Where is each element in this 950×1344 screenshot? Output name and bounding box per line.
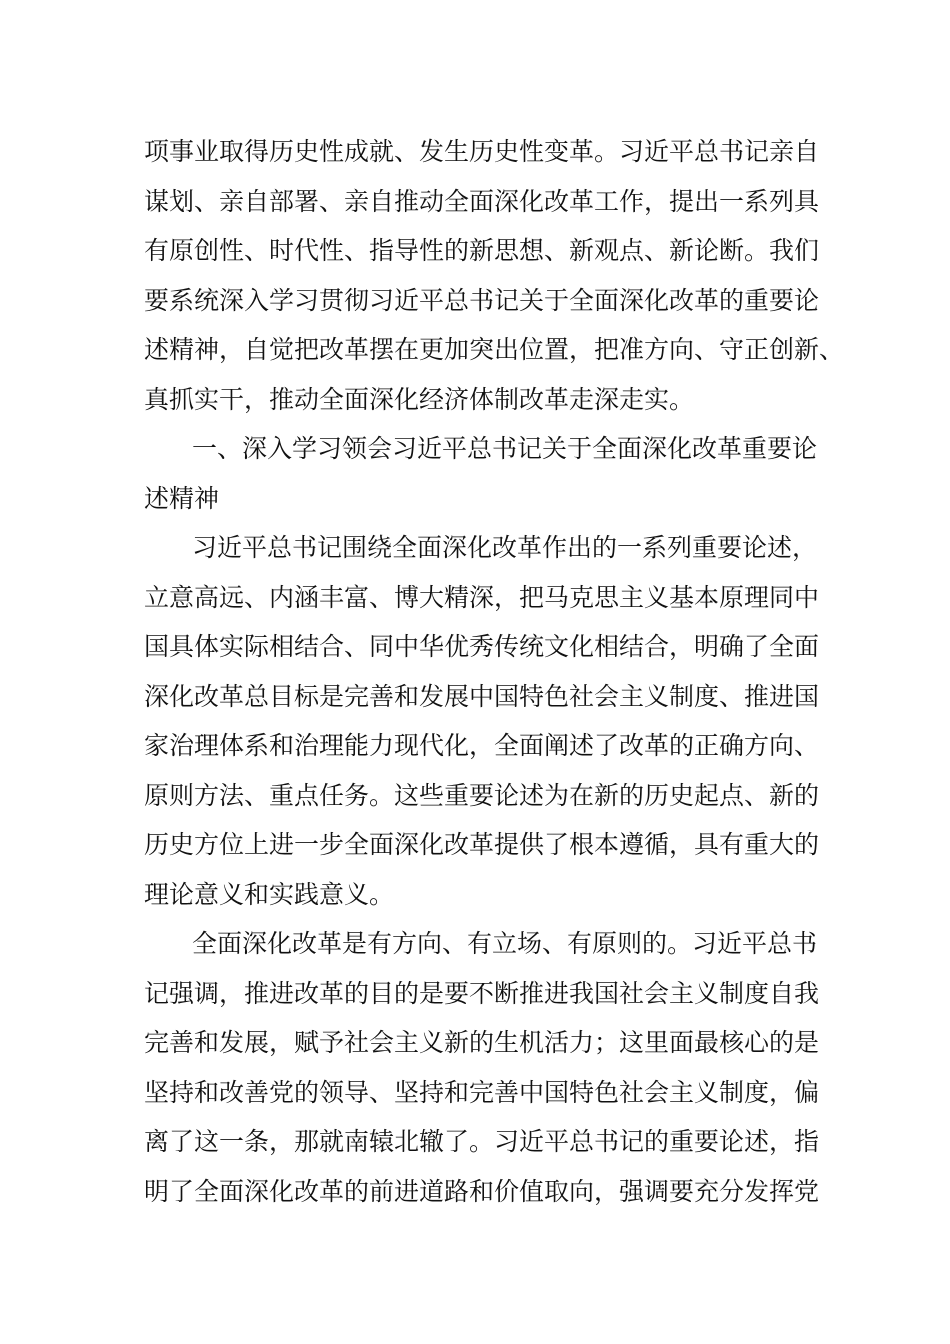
text-line: 项事业取得历史性成就、发生历史性变革。习近平总书记亲自 [144,137,820,166]
text-line: 立意高远、内涵丰富、博大精深，把马克思主义基本原理同中 [144,582,820,612]
section-heading-line: 述精神 [144,483,220,513]
text-line: 真抓实干，推动全面深化经济体制改革走深走实。 [144,384,695,414]
section-heading-line: 一、深入学习领会习近平总书记关于全面深化改革重要论 [192,434,818,463]
text-line: 离了这一条，那就南辕北辙了。习近平总书记的重要论述，指 [144,1127,820,1156]
text-line: 深化改革总目标是完善和发展中国特色社会主义制度、推进国 [144,681,820,711]
text-line: 谋划、亲自部署、亲自推动全面深化改革工作，提出一系列具 [144,186,820,216]
text-line: 原则方法、重点任务。这些重要论述为在新的历史起点、新的 [144,780,820,810]
text-line: 国具体实际相结合、同中华优秀传统文化相结合，明确了全面 [144,632,820,661]
text-line: 要系统深入学习贯彻习近平总书记关于全面深化改革的重要论 [144,285,820,315]
text-line: 完善和发展，赋予社会主义新的生机活力；这里面最核心的是 [144,1028,820,1057]
text-line: 历史方位上进一步全面深化改革提供了根本遵循，具有重大的 [144,830,820,859]
text-line: 记强调，推进改革的目的是要不断推进我国社会主义制度自我 [144,978,820,1008]
text-line: 坚持和改善党的领导、坚持和完善中国特色社会主义制度，偏 [144,1077,820,1107]
text-line: 述精神，自觉把改革摆在更加突出位置，把准方向、守正创新、 [144,335,845,364]
text-line: 家治理体系和治理能力现代化，全面阐述了改革的正确方向、 [144,731,820,760]
text-line: 理论意义和实践意义。 [144,879,395,909]
paragraph-first-line: 全面深化改革是有方向、有立场、有原则的。习近平总书 [192,929,818,958]
text-line: 明了全面深化改革的前进道路和价值取向，强调要充分发挥党 [144,1176,820,1206]
paragraph-first-line: 习近平总书记围绕全面深化改革作出的一系列重要论述， [192,533,818,562]
text-line: 有原创性、时代性、指导性的新思想、新观点、新论断。我们 [144,236,820,265]
document-body [144,127,845,1216]
